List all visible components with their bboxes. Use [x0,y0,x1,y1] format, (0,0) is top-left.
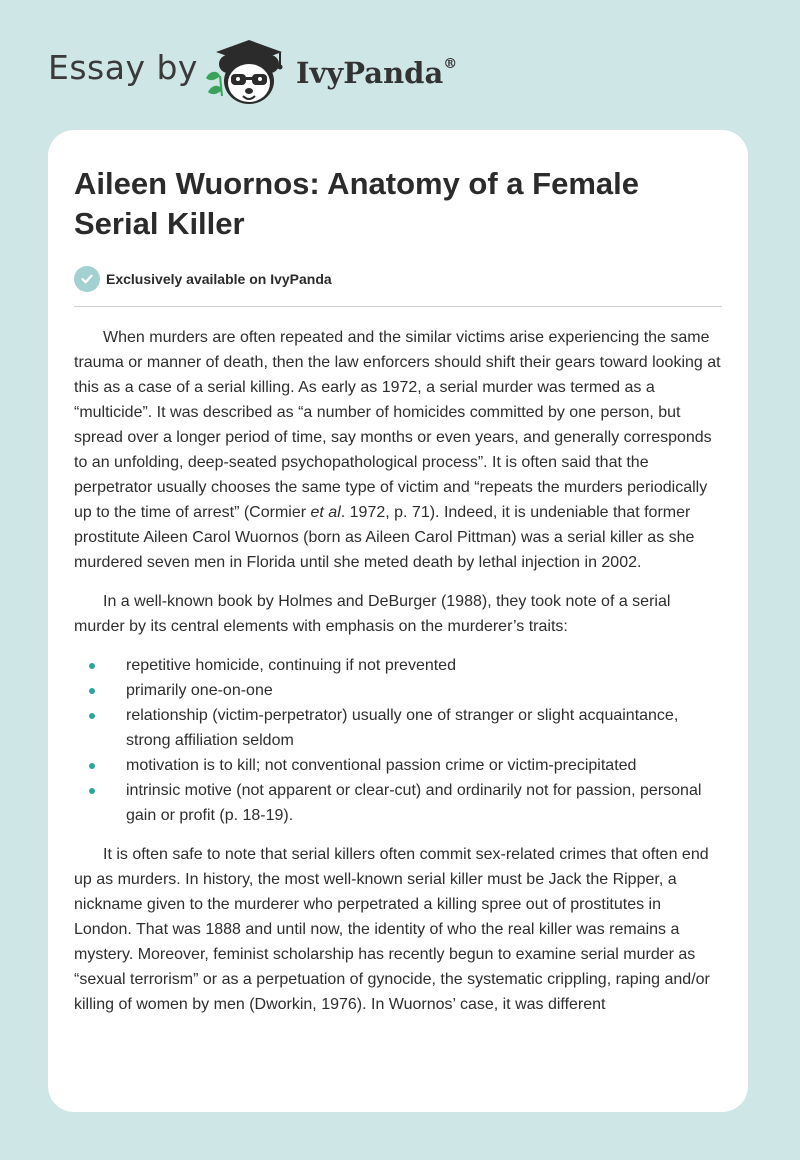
bullet-dot [89,713,95,719]
essay-by-label: Essay by [48,48,198,87]
list-item-text: repetitive homicide, continuing if not prevented [126,657,456,674]
bullet-dot [89,788,95,794]
list-item [74,703,722,753]
list-item-text: relationship (victim-perpetrator) usually one of stranger or slight acquaintance, strong affiliation seldom [126,707,679,749]
essay-title: Aileen Wuornos: Anatomy of a Female Serial Killer [74,166,639,241]
brand-text: IvyPanda [296,56,444,90]
exclusive-badge-label: Exclusively available on IvyPanda [106,271,332,287]
check-circle-icon [74,266,100,292]
list-item-text: motivation is to kill; not conventional passion crime or victim-precipitated [126,757,637,774]
paragraph [74,325,722,575]
exclusive-badge [74,264,722,294]
paragraph-text: . 1972, p. 71). Indeed, it is undeniable that former prostitute Aileen Carol Wuornos (born as Aileen Carol Pittman) was a serial killer as she murdered seven men in Florida until she meted death by lethal injection in 2002. [74,504,695,571]
essay-card [48,130,748,1112]
paragraph: It is often safe to note that serial killers often commit sex-related crimes that often end up as murders. In history, the most well-known serial killer must be Jack the Ripper, a nickname given to the murderer who perpetrated a killing spree out of prostitutes in London. That was 1888 and until now, the identity of who the real killer was remains a mystery. Moreover, feminist scholarship has recently begun to examine serial murder as “sexual terrorism” or as a perpetuation of gynocide, the systematic crippling, raping and/or killing of women by men (Dworkin, 1976). In Wuornos’ case, it was different [74,846,710,1013]
bullet-dot [89,688,95,694]
list-item [74,653,722,678]
list-item [74,778,722,828]
list-item [74,678,722,703]
list-item-text: primarily one-on-one [126,682,273,699]
brand-name[interactable] [296,56,457,90]
list-item-text: intrinsic motive (not apparent or clear-cut) and ordinarily not for passion, personal gain or profit (p. 18-19). [126,782,702,824]
bullet-dot [89,763,95,769]
paragraph: In a well-known book by Holmes and DeBurger (1988), they took note of a serial murder by its central elements with emphasis on the murderer’s traits: [74,593,671,635]
traits-list [74,653,722,828]
list-item [74,753,722,778]
italic-text: et al [310,504,341,521]
registered-mark: ® [443,56,458,73]
bullet-dot [89,663,95,669]
paragraph-text: When murders are often repeated and the similar victims arise experiencing the same trauma or manner of death, then the law enforcers should shift their gears toward looking at this as a case of a serial killing. As early as 1972, a serial murder was termed as a “multicide”. It was described as “a number of homicides committed by one person, but spread over a longer period of time, say months or even years, and generally corresponds to an unfolding, deep-seated psychopathological process”. It is often said that the perpetrator usually chooses the same type of victim and “repeats the murders periodically up to the time of arrest” (Cormier [74,329,721,521]
essay-body [74,325,722,1017]
panda-graduate-logo-icon[interactable] [200,36,292,108]
site-header [0,0,800,130]
divider [74,306,722,307]
